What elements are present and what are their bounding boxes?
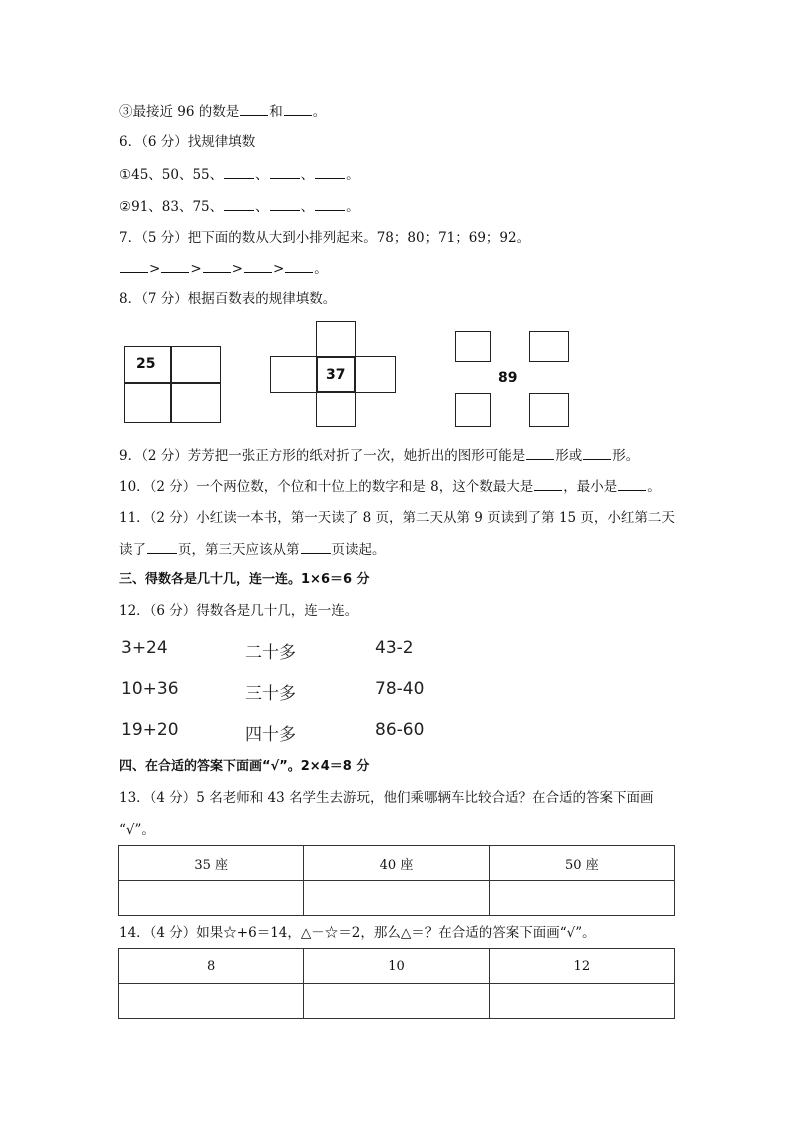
match-left-item[interactable]: 10+36 (121, 679, 179, 699)
checkmark-cell[interactable] (119, 881, 304, 916)
answer-blank[interactable] (315, 164, 345, 179)
corner-square-bottom-left (455, 393, 491, 427)
q7-answer-row: > > > > 。 (119, 258, 328, 279)
checkmark-cell[interactable] (304, 881, 489, 916)
section-3-heading: 三、得数各是几十几，连一连。1×6＝6 分 (119, 572, 370, 587)
cross-line (316, 356, 318, 393)
q14-answer-table (118, 948, 675, 1019)
cross-line (316, 391, 356, 393)
corner-square-bottom-right (529, 393, 569, 427)
answer-blank[interactable] (534, 476, 562, 491)
answer-blank[interactable] (270, 196, 300, 211)
answer-blank[interactable] (161, 258, 189, 273)
match-right-item[interactable]: 86-60 (375, 720, 425, 740)
q11-line1: 11．（2 分）小红读一本书，第一天读了 8 页，第二天从第 9 页读到了第 15 页，小红第二天 (119, 510, 675, 526)
q13-line1: 13．（4 分）5 名老师和 43 名学生去游玩，他们乘哪辆车比较合适？在合适的答案下面画 (119, 790, 654, 806)
q6-row2: ②91、83、75、 、 、 。 (119, 196, 360, 217)
answer-blank[interactable] (147, 539, 177, 554)
option-cell: 10 (304, 949, 489, 984)
answer-blank[interactable] (203, 258, 231, 273)
answer-blank[interactable] (284, 101, 312, 116)
grid-divider-vertical (170, 346, 172, 423)
q6-row1: ①45、50、55、 、 、 。 (119, 164, 360, 185)
number-label: 25 (136, 356, 156, 372)
q13-answer-table (118, 845, 675, 916)
answer-blank[interactable] (315, 196, 345, 211)
q10: 10．（2 分）一个两位数，个位和十位上的数字和是 8，这个数最大是 ，最小是 。 (119, 476, 661, 497)
section-4-heading: 四、在合适的答案下面画“√”。2×4＝8 分 (119, 759, 370, 774)
corner-square-top-left (455, 331, 491, 362)
option-cell: 8 (119, 949, 304, 984)
corner-square-top-right (529, 331, 569, 362)
answer-blank[interactable] (618, 476, 646, 491)
checkmark-cell[interactable] (489, 881, 674, 916)
answer-blank[interactable] (526, 445, 554, 460)
option-cell: 35 座 (119, 846, 304, 881)
answer-blank[interactable] (224, 164, 254, 179)
option-cell: 40 座 (304, 846, 489, 881)
match-right-item[interactable]: 43-2 (375, 638, 414, 658)
match-right-item[interactable]: 78-40 (375, 679, 425, 699)
q7-title: 7．（5 分）把下面的数从大到小排列起来。78；80；71；69；92。 (119, 230, 531, 246)
checkmark-cell[interactable] (489, 984, 674, 1019)
q5-part3: ③最接近 96 的数是 和 。 (119, 101, 326, 122)
answer-blank[interactable] (285, 258, 313, 273)
checkmark-cell[interactable] (119, 984, 304, 1019)
q12-title: 12．（6 分）得数各是几十几，连一连。 (119, 603, 359, 619)
q9: 9．（2 分）芳芳把一张正方形的纸对折了一次，她折出的图形可能是 形或 形。 (119, 445, 639, 466)
q11-line2: 读了 页，第三天应该从第 页读起。 (119, 539, 386, 560)
answer-blank[interactable] (301, 539, 331, 554)
option-cell: 12 (489, 949, 674, 984)
q8-title: 8．（7 分）根据百数表的规律填数。 (119, 291, 337, 307)
answer-blank[interactable] (120, 258, 148, 273)
match-left-item[interactable]: 3+24 (121, 638, 168, 658)
q14-line1: 14．（4 分）如果☆+6＝14，△－☆＝2，那么△＝？在合适的答案下面画“√”。 (119, 925, 596, 941)
match-middle-item[interactable]: 四十多 (245, 725, 296, 745)
cross-line (354, 356, 356, 393)
answer-blank[interactable] (270, 164, 300, 179)
number-label: 37 (326, 367, 346, 383)
option-cell: 50 座 (489, 846, 674, 881)
answer-blank[interactable] (583, 445, 611, 460)
number-label: 89 (498, 370, 518, 386)
q6-title: 6．（6 分）找规律填数 (119, 134, 256, 150)
answer-blank[interactable] (244, 258, 272, 273)
answer-blank[interactable] (224, 196, 254, 211)
q13-line2: “√”。 (119, 822, 155, 838)
match-middle-item[interactable]: 三十多 (245, 684, 296, 704)
answer-blank[interactable] (240, 101, 268, 116)
grid-divider-horizontal (124, 382, 221, 384)
match-middle-item[interactable]: 二十多 (245, 643, 296, 663)
match-left-item[interactable]: 19+20 (121, 720, 179, 740)
checkmark-cell[interactable] (304, 984, 489, 1019)
cross-line (316, 356, 356, 358)
